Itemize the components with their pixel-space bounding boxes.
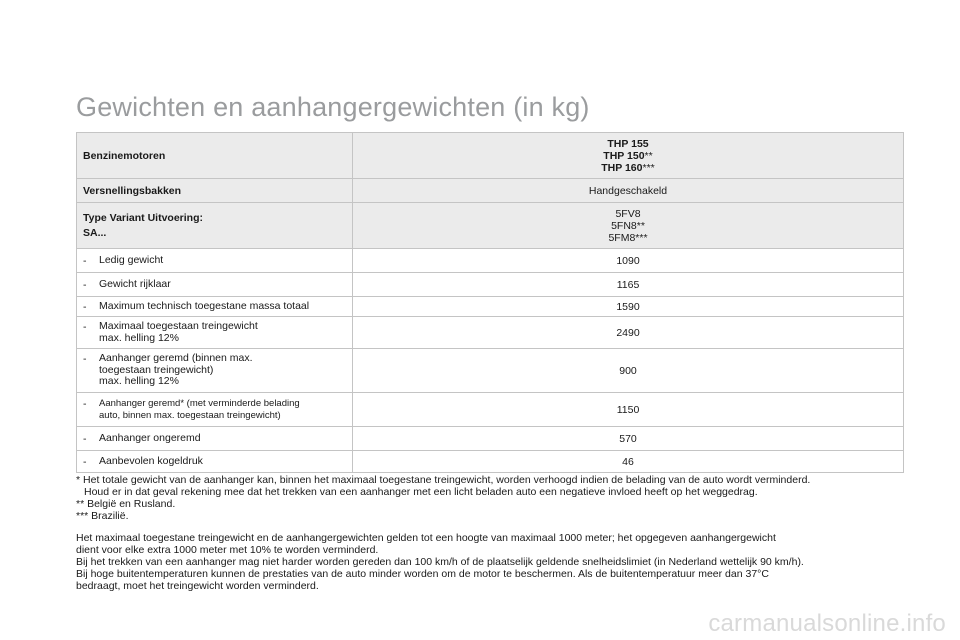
type-value: 5FN8** (611, 219, 645, 232)
type-value: 5FM8*** (608, 231, 648, 244)
row-dash: - (83, 321, 87, 333)
type-row (77, 203, 904, 249)
type-label-line: Type Variant Uitvoering: (83, 212, 203, 224)
paragraph-line: dient voor elke extra 1000 meter met 10% te worden verminderd. (76, 544, 379, 556)
row-value: 1090 (353, 249, 904, 273)
row-value: 900 (353, 349, 904, 393)
row-label-line: Maximaal toegestaan treingewicht (99, 320, 258, 332)
table-row (77, 349, 904, 393)
table-row (77, 249, 904, 273)
row-dash: - (83, 398, 87, 410)
row-label: Aanbevolen kogeldruk (99, 454, 203, 467)
row-label-line: max. helling 12% (99, 375, 179, 388)
row-value: 2490 (353, 317, 904, 349)
row-value: 1165 (353, 273, 904, 297)
paragraph-line: Bij hoge buitentemperaturen kunnen de prestaties van de auto minder worden om de motor te beschermen. Als de buitentemperatuur meer dan 37°C (76, 568, 769, 580)
footnote-mark: * (76, 474, 81, 486)
table-row (77, 317, 904, 349)
footnote-text: Het totale gewicht van de aanhanger kan, binnen het maximaal toegestane treingewicht, worden verhoogd indien de belading van de auto wordt verminderd. (83, 474, 811, 486)
type-label-line: SA... (83, 227, 107, 239)
engine-label: Benzinemotoren (77, 133, 353, 179)
weights-table (76, 132, 904, 473)
footnote-1 (76, 474, 916, 486)
row-value: 46 (353, 451, 904, 473)
page-title: Gewichten en aanhangergewichten (in kg) (76, 92, 590, 122)
gearbox-label: Versnellingsbakken (77, 179, 353, 203)
gearbox-value: Handgeschakeld (353, 179, 904, 203)
engine-name: THP 150 (603, 149, 645, 162)
table-row (77, 297, 904, 317)
paragraph-line: bedraagt, moet het treingewicht worden verminderd. (76, 580, 319, 592)
row-label: Maximum technisch toegestane massa totaal (99, 299, 310, 312)
row-dash: - (83, 432, 87, 445)
engine-name: THP 160 (601, 161, 643, 174)
engine-row (77, 133, 904, 179)
row-value: 1590 (353, 297, 904, 317)
gearbox-row (77, 179, 904, 203)
row-dash: - (83, 278, 87, 291)
row-label-line: auto, binnen max. toegestaan treingewicht) (99, 409, 281, 421)
footnote-1-cont: Houd er in dat geval rekening mee dat het trekken van een aanhanger met een licht beladen auto een negatieve invloed heeft op het weggedrag. (84, 486, 758, 498)
footnote-3: *** Brazilië. (76, 510, 129, 522)
type-values (353, 203, 904, 249)
row-label: Ledig gewicht (99, 253, 164, 266)
footnote-2: ** België en Rusland. (76, 498, 176, 510)
row-dash: - (83, 353, 87, 366)
row-label: Gewicht rijklaar (99, 277, 171, 290)
row-label-line: Aanhanger geremd (binnen max. (99, 352, 253, 365)
table-row (77, 273, 904, 297)
row-value: 1150 (353, 393, 904, 427)
watermark: carmanualsonline.info (708, 610, 946, 637)
engine-name: THP 155 (607, 137, 649, 150)
row-dash: - (83, 455, 87, 468)
type-value: 5FV8 (615, 207, 641, 220)
row-value: 570 (353, 427, 904, 451)
type-label (77, 203, 353, 249)
paragraph-line: Het maximaal toegestane treingewicht en de aanhangergewichten gelden tot een hoogte van maximaal 1000 meter; het opgegeven aanhangergewicht (76, 532, 776, 544)
engine-mark: ** (644, 149, 653, 162)
engine-mark: *** (642, 161, 655, 174)
body-paragraph (76, 532, 916, 592)
table-row (77, 427, 904, 451)
row-label-line: Aanhanger geremd* (met verminderde belading (99, 398, 300, 409)
row-label-line: max. helling 12% (99, 331, 179, 344)
row-dash: - (83, 300, 87, 313)
row-label-line: toegestaan treingewicht) (99, 363, 214, 376)
table-row (77, 451, 904, 473)
paragraph-line: Bij het trekken van een aanhanger mag niet harder worden gereden dan 100 km/h of de plaatselijk geldende snelheidslimiet (in Nederland wettelijk 90 km/h). (76, 556, 804, 568)
engine-values (353, 133, 904, 179)
table-row (77, 393, 904, 427)
footnotes (76, 474, 916, 522)
row-label: Aanhanger ongeremd (99, 431, 201, 444)
row-dash: - (83, 254, 87, 267)
